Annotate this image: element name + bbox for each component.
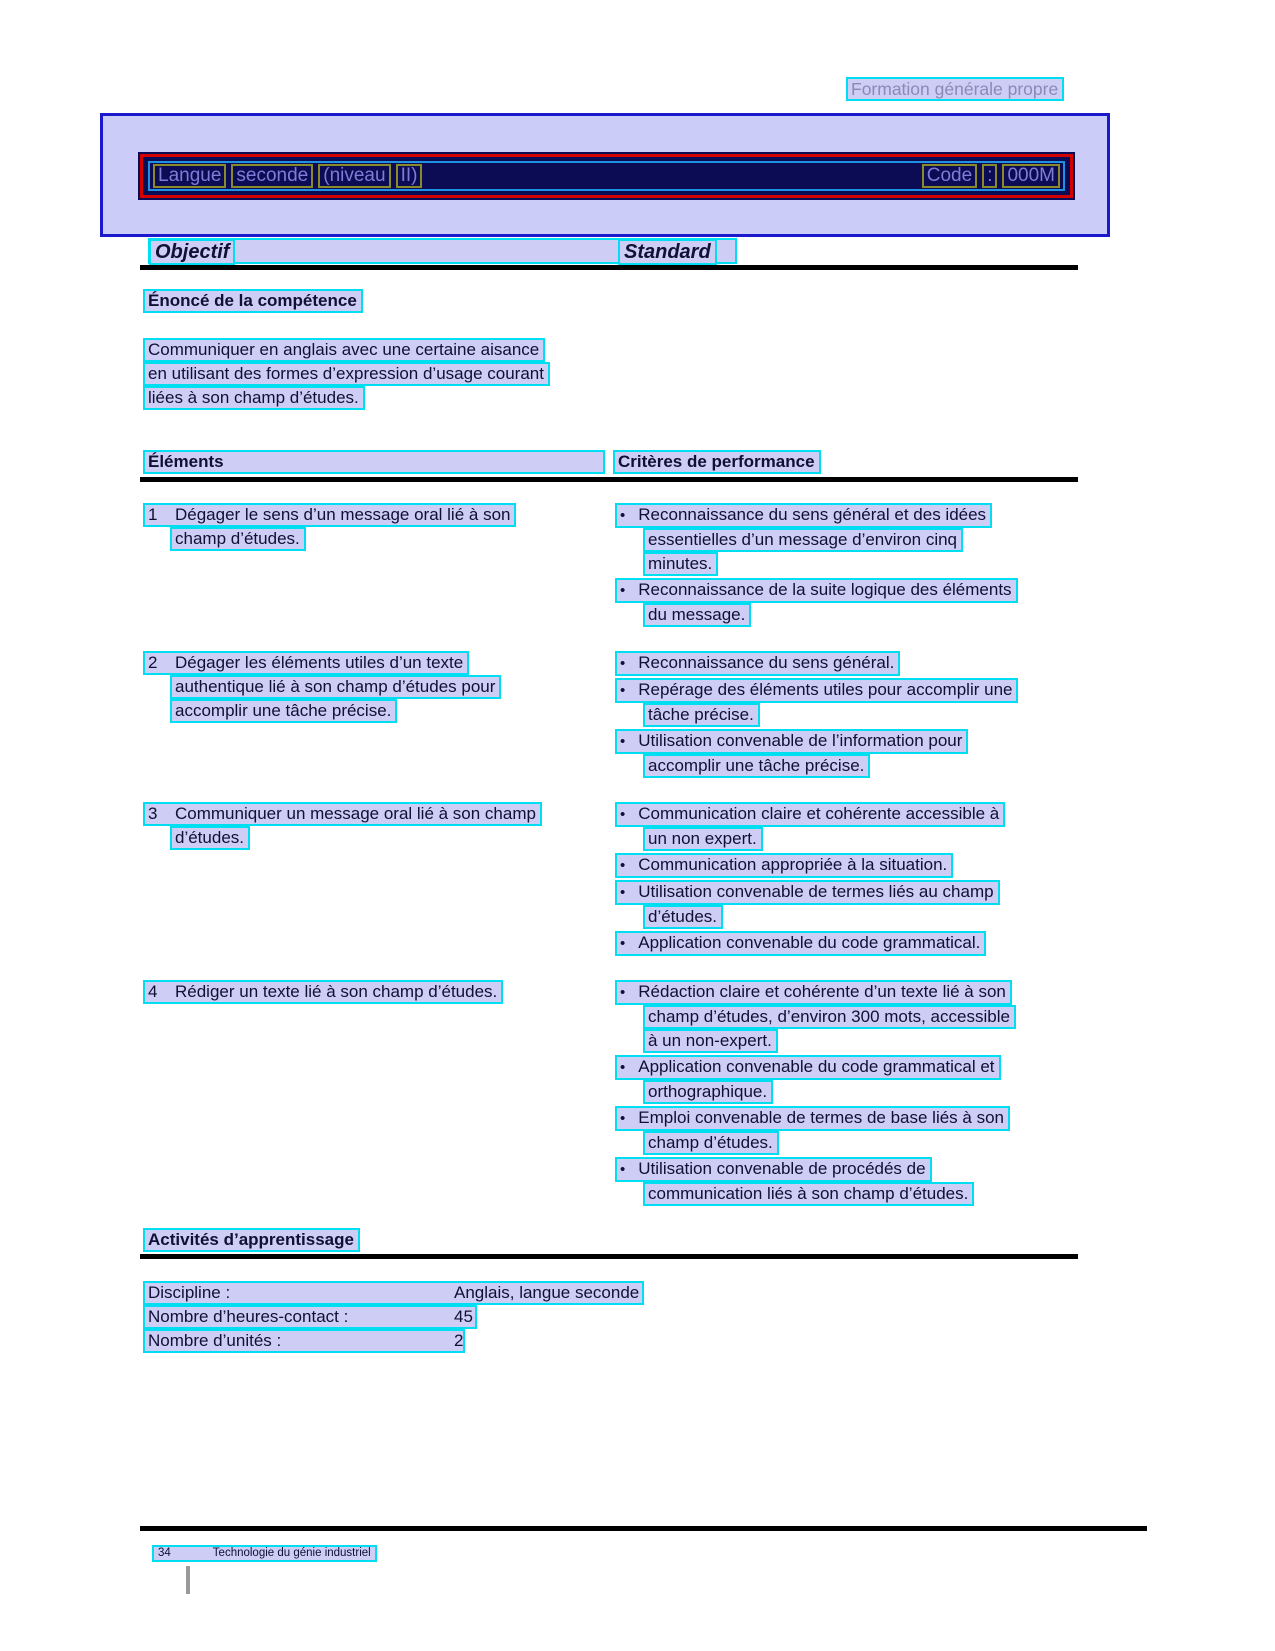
course-code-word: 000M: [1002, 164, 1060, 188]
criteria-cell: [615, 980, 1016, 1206]
bullet-icon: •: [620, 1110, 626, 1127]
course-title-line: [148, 161, 1065, 191]
enonce-paragraph: [143, 338, 550, 410]
criteria-text: Application convenable du code grammatical et: [638, 1057, 995, 1076]
criteria-bullet: [615, 503, 1018, 576]
standard-heading: Standard: [618, 239, 717, 265]
bullet-icon: •: [620, 1059, 626, 1076]
element-number: 3: [148, 804, 158, 823]
table-row: [143, 651, 1143, 778]
criteria-text: Reconnaissance du sens général et des idées: [638, 505, 987, 524]
bullet-icon: •: [620, 682, 626, 699]
detail-row: [143, 1329, 465, 1353]
criteria-line: du message.: [643, 603, 751, 627]
divider-rule: [140, 1254, 1078, 1259]
bullet-icon: •: [620, 984, 626, 1001]
criteria-line: [615, 678, 1018, 703]
elements-table: [143, 503, 1143, 1206]
element-cell: [143, 651, 615, 778]
criteria-line: [615, 503, 992, 528]
detail-value: 2: [454, 1331, 464, 1350]
bullet-icon: •: [620, 1161, 626, 1178]
criteria-text: Reconnaissance du sens général.: [638, 653, 895, 672]
footer-rule: [140, 1526, 1147, 1531]
criteria-text: Utilisation convenable de l’information pour: [638, 731, 963, 750]
element-text: Rédiger un texte lié à son champ d’études.: [175, 982, 498, 1001]
criteria-text: Rédaction claire et cohérente d’un texte lié à son: [638, 982, 1006, 1001]
bullet-icon: •: [620, 655, 626, 672]
detail-value: 45: [454, 1307, 473, 1326]
page-number: 34: [158, 1547, 171, 1559]
criteria-line: communication liés à son champ d’études.: [643, 1182, 974, 1206]
criteria-bullet: [615, 1106, 1016, 1155]
course-title-word: II): [396, 164, 423, 188]
criteres-column-header: Critères de performance: [613, 450, 821, 474]
criteria-line: à un non-expert.: [643, 1029, 778, 1053]
criteria-text: Communication claire et cohérente accessible à: [638, 804, 1000, 823]
criteria-line: tâche précise.: [643, 703, 760, 727]
criteria-cell: [615, 503, 1018, 627]
criteria-bullet: [615, 980, 1016, 1053]
criteria-line: [615, 1157, 932, 1182]
criteria-cell: [615, 651, 1018, 778]
bullet-icon: •: [620, 733, 626, 750]
element-line: accomplir une tâche précise.: [170, 699, 397, 723]
criteria-line: accomplir une tâche précise.: [643, 754, 870, 778]
criteria-line: essentielles d’un message d’environ cinq: [643, 528, 963, 552]
bullet-icon: •: [620, 884, 626, 901]
footer-doc-title: Technologie du génie industriel: [212, 1547, 371, 1559]
element-line: d’études.: [170, 826, 250, 850]
detail-label: Nombre d’unités :: [148, 1331, 282, 1350]
criteria-line: un non expert.: [643, 827, 763, 851]
element-number: 1: [148, 505, 158, 524]
criteria-bullet: [615, 853, 1005, 878]
criteria-bullet: [615, 802, 1005, 851]
criteria-line: champ d’études, d’environ 300 mots, accessible: [643, 1005, 1016, 1029]
enonce-line: en utilisant des formes d’expression d’usage courant: [143, 362, 550, 386]
criteria-line: [615, 931, 986, 956]
element-line: authentique lié à son champ d’études pour: [170, 675, 501, 699]
criteria-bullet: [615, 729, 1018, 778]
course-title-word: seconde: [231, 164, 313, 188]
bullet-icon: •: [620, 806, 626, 823]
table-row: [143, 503, 1143, 627]
criteria-bullet: [615, 678, 1018, 727]
element-line: [143, 651, 469, 675]
element-text: Communiquer un message oral lié à son champ: [175, 804, 536, 823]
element-line: champ d’études.: [170, 527, 306, 551]
enonce-line: Communiquer en anglais avec une certaine aisance: [143, 338, 545, 362]
course-title-word: Langue: [153, 164, 226, 188]
criteria-line: minutes.: [643, 552, 718, 576]
criteria-line: [615, 1055, 1001, 1080]
criteria-text: Repérage des éléments utiles pour accomplir une: [638, 680, 1013, 699]
table-row: [143, 980, 1143, 1206]
text-caret: [186, 1566, 190, 1594]
element-text: Dégager les éléments utiles d’un texte: [175, 653, 464, 672]
bullet-icon: •: [620, 857, 626, 874]
course-code-word: Code: [922, 164, 977, 188]
course-title-word: (niveau: [318, 164, 390, 188]
criteria-bullet: [615, 880, 1005, 929]
criteria-line: [615, 651, 900, 676]
course-details: [143, 1281, 644, 1353]
footer: [152, 1545, 377, 1562]
criteria-bullet: [615, 1157, 1016, 1206]
objectif-heading: Objectif: [149, 239, 235, 265]
element-line: [143, 980, 503, 1004]
element-cell: [143, 980, 615, 1206]
bullet-icon: •: [620, 935, 626, 952]
criteria-text: Emploi convenable de termes de base liés à son: [638, 1108, 1004, 1127]
criteria-line: [615, 980, 1012, 1005]
element-text: Dégager le sens d’un message oral lié à son: [175, 505, 511, 524]
element-number: 2: [148, 653, 158, 672]
detail-row: [143, 1305, 477, 1329]
criteria-cell: [615, 802, 1005, 956]
criteria-line: [615, 1106, 1010, 1131]
detail-label: Discipline :: [148, 1283, 231, 1302]
criteria-text: Communication appropriée à la situation.: [638, 855, 948, 874]
criteria-line: [615, 853, 953, 878]
criteria-line: [615, 578, 1018, 603]
element-line: [143, 503, 516, 527]
course-title: [153, 164, 422, 188]
criteria-text: Utilisation convenable de termes liés au champ: [638, 882, 994, 901]
detail-row: [143, 1281, 644, 1305]
detail-label: Nombre d’heures-contact :: [148, 1307, 349, 1326]
bullet-icon: •: [620, 507, 626, 524]
criteria-bullet: [615, 1055, 1016, 1104]
bullet-icon: •: [620, 582, 626, 599]
element-cell: [143, 802, 615, 956]
criteria-text: Utilisation convenable de procédés de: [638, 1159, 926, 1178]
course-title-bar-frame: [140, 154, 1073, 198]
criteria-line: champ d’études.: [643, 1131, 779, 1155]
enonce-line: liées à son champ d’études.: [143, 386, 365, 410]
criteria-line: d’études.: [643, 905, 723, 929]
criteria-line: orthographique.: [643, 1080, 773, 1104]
element-cell: [143, 503, 615, 627]
objectif-standard-row: [148, 238, 737, 264]
elements-column-header: Éléments: [143, 450, 605, 474]
criteria-text: Reconnaissance de la suite logique des éléments: [638, 580, 1012, 599]
table-row: [143, 802, 1143, 956]
activites-heading: Activités d’apprentissage: [143, 1228, 360, 1252]
criteria-line: [615, 729, 968, 754]
divider-rule: [140, 477, 1078, 482]
criteria-line: [615, 802, 1005, 827]
enonce-heading: Énoncé de la compétence: [143, 289, 363, 313]
course-title-bar: [138, 152, 1075, 200]
element-line: [143, 802, 542, 826]
criteria-bullet: [615, 931, 1005, 956]
criteria-text: Application convenable du code grammatical.: [638, 933, 981, 952]
course-code-word: :: [982, 164, 997, 188]
element-number: 4: [148, 982, 158, 1001]
divider-rule: [140, 265, 1078, 270]
detail-value: Anglais, langue seconde: [454, 1283, 640, 1302]
course-code: [922, 164, 1060, 188]
criteria-line: [615, 880, 1000, 905]
criteria-bullet: [615, 578, 1018, 627]
criteria-bullet: [615, 651, 1018, 676]
running-header: Formation générale propre: [846, 77, 1064, 101]
